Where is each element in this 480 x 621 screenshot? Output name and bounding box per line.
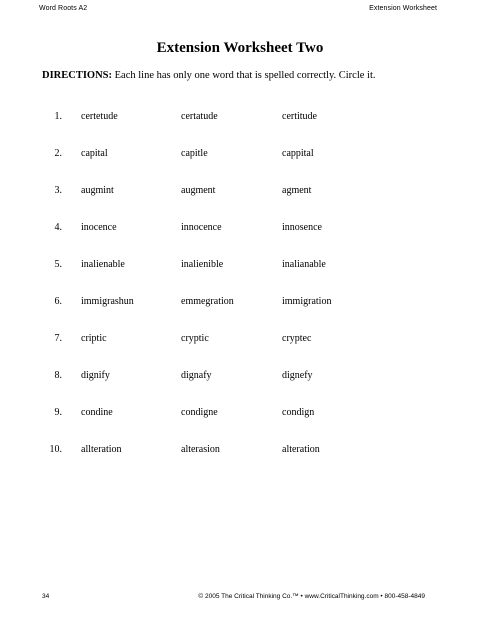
word-choice[interactable]: agment <box>282 185 312 196</box>
word-choice[interactable]: cappital <box>282 148 314 159</box>
word-choice[interactable]: criptic <box>81 333 107 344</box>
word-choice[interactable]: innosence <box>282 222 322 233</box>
word-row <box>0 111 480 148</box>
word-choice[interactable]: condine <box>81 407 113 418</box>
header-worksheet-label: Extension Worksheet <box>369 5 437 12</box>
directions <box>42 70 376 81</box>
word-choice[interactable]: inalianable <box>282 259 326 270</box>
header-book-title: Word Roots A2 <box>39 5 88 12</box>
word-choice[interactable]: innocence <box>181 222 222 233</box>
page-title: Extension Worksheet Two <box>156 40 324 56</box>
word-choice[interactable]: cryptec <box>282 333 312 344</box>
word-choice[interactable]: dignify <box>81 370 110 381</box>
word-row <box>0 222 480 259</box>
word-choice[interactable]: alterasion <box>181 444 220 455</box>
row-number: 3. <box>54 185 62 196</box>
word-choice[interactable]: emmegration <box>181 296 234 307</box>
word-choice[interactable]: certatude <box>181 111 218 122</box>
word-choice[interactable]: capitle <box>181 148 208 159</box>
row-number: 2. <box>54 148 62 159</box>
row-number: 6. <box>54 296 62 307</box>
word-choice[interactable]: condign <box>282 407 315 418</box>
copyright-notice: © 2005 The Critical Thinking Co.™ • www.CriticalThinking.com • 800-458-4849 <box>198 593 425 600</box>
word-list <box>0 111 480 481</box>
row-number: 7. <box>54 333 62 344</box>
row-number: 1. <box>54 111 62 122</box>
row-number: 9. <box>54 407 62 418</box>
word-choice[interactable]: inocence <box>81 222 117 233</box>
word-choice[interactable]: capital <box>81 148 108 159</box>
word-row <box>0 296 480 333</box>
row-number: 10. <box>49 444 62 455</box>
word-choice[interactable]: cryptic <box>181 333 209 344</box>
word-row <box>0 444 480 481</box>
row-number: 4. <box>54 222 62 233</box>
word-choice[interactable]: certitude <box>282 111 317 122</box>
word-choice[interactable]: augmint <box>81 185 114 196</box>
page-number: 34 <box>42 593 50 600</box>
word-choice[interactable]: augment <box>181 185 216 196</box>
word-choice[interactable]: inalienable <box>81 259 125 270</box>
row-number: 8. <box>54 370 62 381</box>
word-choice[interactable]: allteration <box>81 444 122 455</box>
word-choice[interactable]: condigne <box>181 407 218 418</box>
word-choice[interactable]: dignefy <box>282 370 313 381</box>
word-row <box>0 407 480 444</box>
word-choice[interactable]: inalienible <box>181 259 224 270</box>
directions-label: DIRECTIONS: <box>42 70 113 81</box>
word-row <box>0 148 480 185</box>
word-row <box>0 370 480 407</box>
word-row <box>0 185 480 222</box>
word-choice[interactable]: dignafy <box>181 370 212 381</box>
word-row <box>0 333 480 370</box>
row-number: 5. <box>54 259 62 270</box>
directions-text: Each line has only one word that is spelled correctly. Circle it. <box>112 70 376 81</box>
word-choice[interactable]: alteration <box>282 444 320 455</box>
word-choice[interactable]: immigration <box>282 296 332 307</box>
word-row <box>0 259 480 296</box>
word-choice[interactable]: certetude <box>81 111 118 122</box>
word-choice[interactable]: immigrashun <box>81 296 134 307</box>
